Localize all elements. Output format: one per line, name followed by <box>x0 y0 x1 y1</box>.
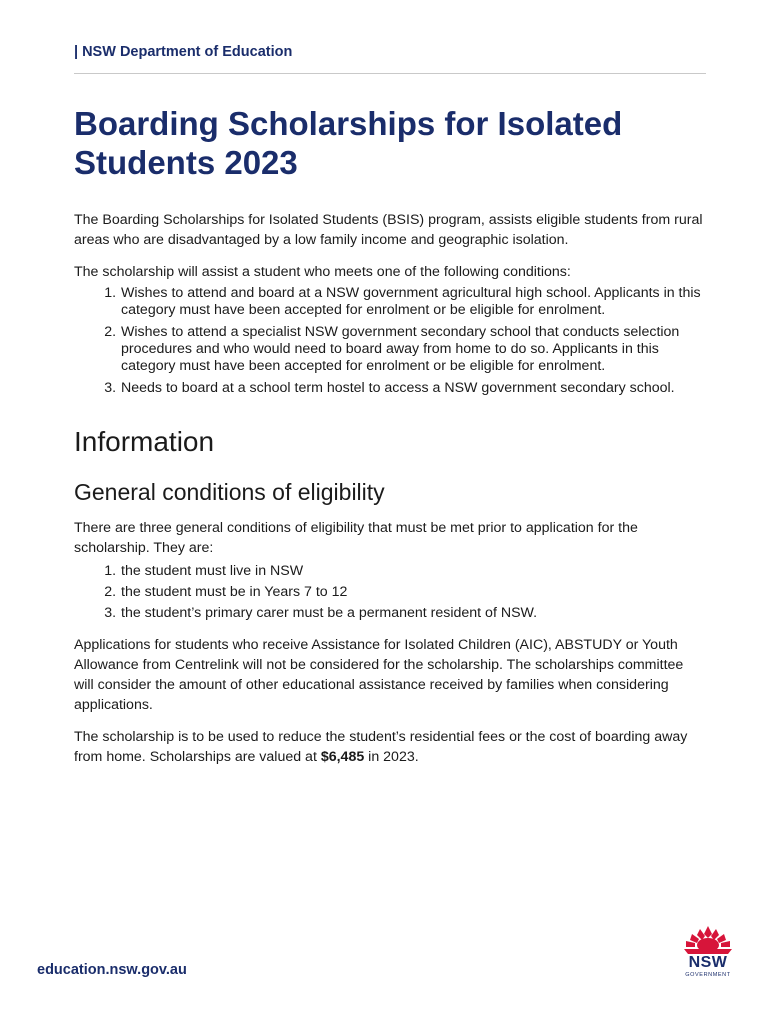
document-body <box>74 210 704 767</box>
scholarship-amount: $6,485 <box>320 749 365 765</box>
condition-item: 2. Wishes to attend a specialist NSW government secondary school that conducts selection procedures and who would need to board away from home to do so. Applicants in this category must have been accepted for enrolment or be eligible for enrolment. <box>120 324 704 375</box>
page-title: Boarding Scholarships for Isolated Students 2023 <box>74 105 623 181</box>
condition-item: 3. Needs to board at a school term hostel to access a NSW government secondary school. <box>120 380 704 397</box>
value-text-before: The scholarship is to be used to reduce the student’s residential fees or the cost of boarding away from home. Scholarships are valued at <box>74 729 688 765</box>
footer-website-link[interactable]: education.nsw.gov.au <box>37 962 187 978</box>
eligibility-item: 1. the student must live in NSW <box>120 561 704 581</box>
eligibility-intro: There are three general conditions of eligibility that must be met prior to application for the scholarship. They are: <box>74 520 638 556</box>
subheading-eligibility: General conditions of eligibility <box>74 479 385 505</box>
conditions-intro: The scholarship will assist a student who meets one of the following conditions: <box>74 264 571 280</box>
department-header: | NSW Department of Education <box>74 44 293 60</box>
value-paragraph <box>74 727 704 767</box>
nsw-government-logo <box>678 924 738 984</box>
section-heading-information: Information <box>74 426 215 457</box>
eligibility-item: 2. the student must be in Years 7 to 12 <box>120 582 704 602</box>
eligibility-list <box>74 561 704 623</box>
exclusions-paragraph: Applications for students who receive Assistance for Isolated Children (AIC), ABSTUDY or Youth Allowance from Centrelink will not be considered for the scholarship. The scholarships committee will consider the amount of other educational assistance received by families when considering applications. <box>74 637 684 713</box>
logo-subtext: GOVERNMENT <box>685 972 731 978</box>
condition-item: 1. Wishes to attend and board at a NSW government agricultural high school. Applicants in this category must have been accepted for enrolment or be eligible for enrolment. <box>120 285 704 319</box>
value-text-after: in 2023. <box>364 749 419 765</box>
intro-paragraph: The Boarding Scholarships for Isolated Students (BSIS) program, assists eligible students from rural areas who are disadvantaged by a low family income and geographic isolation. <box>74 212 703 248</box>
eligibility-item: 3. the student’s primary carer must be a permanent resident of NSW. <box>120 603 704 623</box>
logo-wordmark: NSW <box>688 954 728 971</box>
conditions-list <box>74 285 704 397</box>
header-divider <box>74 73 706 74</box>
waratah-icon <box>678 924 738 956</box>
